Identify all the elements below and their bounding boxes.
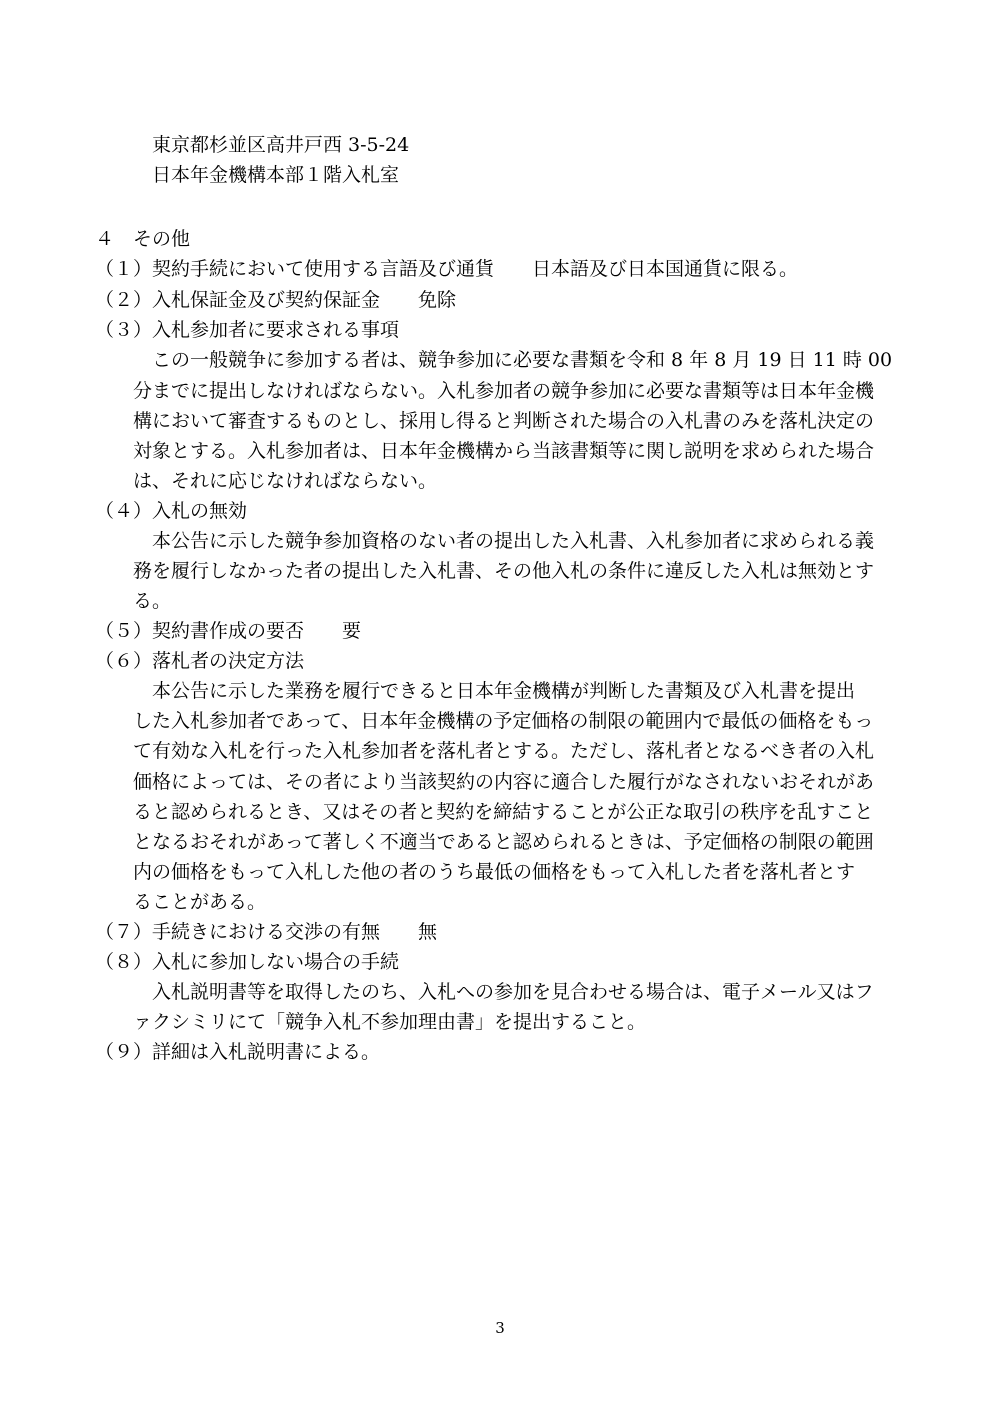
paragraph-line: 対象とする。入札参加者は、日本年金機構から当該書類等に関し説明を求められた場合 [133, 440, 875, 462]
list-item: （１）契約手続において使用する言語及び通貨 日本語及び日本国通貨に限る。 [95, 258, 799, 280]
paragraph-line: 本公告に示した競争参加資格のない者の提出した入札書、入札参加者に求められる義 [152, 530, 875, 552]
list-item-title: （８）入札に参加しない場合の手続 [95, 951, 400, 973]
list-item: （５）契約書作成の要否 要 [95, 620, 362, 642]
paragraph-line: ると認められるとき、又はその者と契約を締結することが公正な取引の秩序を乱すこと [133, 801, 874, 823]
list-item-title: （６）落札者の決定方法 [95, 650, 305, 672]
paragraph-line: る。 [133, 590, 172, 612]
paragraph-line: 入札説明書等を取得したのち、入札への参加を見合わせる場合は、電子メール又はフ [152, 981, 874, 1003]
paragraph-line: 本公告に示した業務を履行できると日本年金機構が判断した書類及び入札書を提出 [152, 680, 856, 702]
list-item-title: （３）入札参加者に要求される事項 [95, 319, 400, 341]
paragraph-line: 価格によっては、その者により当該契約の内容に適合した履行がなされないおそれがあ [133, 771, 875, 793]
page-number: 3 [495, 1319, 505, 1337]
list-item: （２）入札保証金及び契約保証金 免除 [95, 289, 457, 311]
paragraph-line: 分までに提出しなければならない。入札参加者の競争参加に必要な書類等は日本年金機 [133, 380, 875, 402]
address-line: 日本年金機構本部１階入札室 [152, 164, 400, 186]
paragraph-line: となるおそれがあって著しく不適当であると認められるときは、予定価格の制限の範囲 [133, 831, 874, 853]
paragraph-line: この一般競争に参加する者は、競争参加に必要な書類を令和 8 年 8 月 19 日 11 時 00 [152, 349, 893, 371]
address-line: 東京都杉並区高井戸西 3-5-24 [152, 134, 410, 156]
paragraph-line: は、それに応じなければならない。 [133, 470, 438, 492]
list-item-title: （４）入札の無効 [95, 500, 248, 522]
list-item: （９）詳細は入札説明書による。 [95, 1041, 381, 1063]
paragraph-line: ることがある。 [133, 891, 267, 913]
paragraph-line: した入札参加者であって、日本年金機構の予定価格の制限の範囲内で最低の価格をもっ [133, 710, 874, 732]
list-item: （７）手続きにおける交渉の有無 無 [95, 921, 438, 943]
paragraph-line: て有効な入札を行った入札参加者を落札者とする。ただし、落札者となるべき者の入札 [133, 740, 875, 762]
paragraph-line: ァクシミリにて「競争入札不参加理由書」を提出すること。 [133, 1011, 647, 1033]
section-heading: ４ その他 [95, 228, 191, 250]
paragraph-line: 内の価格をもって入札した他の者のうち最低の価格をもって入札した者を落札者とす [133, 861, 856, 883]
paragraph-line: 構において審査するものとし、採用し得ると判断された場合の入札書のみを落札決定の [133, 410, 875, 432]
paragraph-line: 務を履行しなかった者の提出した入札書、その他入札の条件に違反した入札は無効とす [133, 560, 875, 582]
